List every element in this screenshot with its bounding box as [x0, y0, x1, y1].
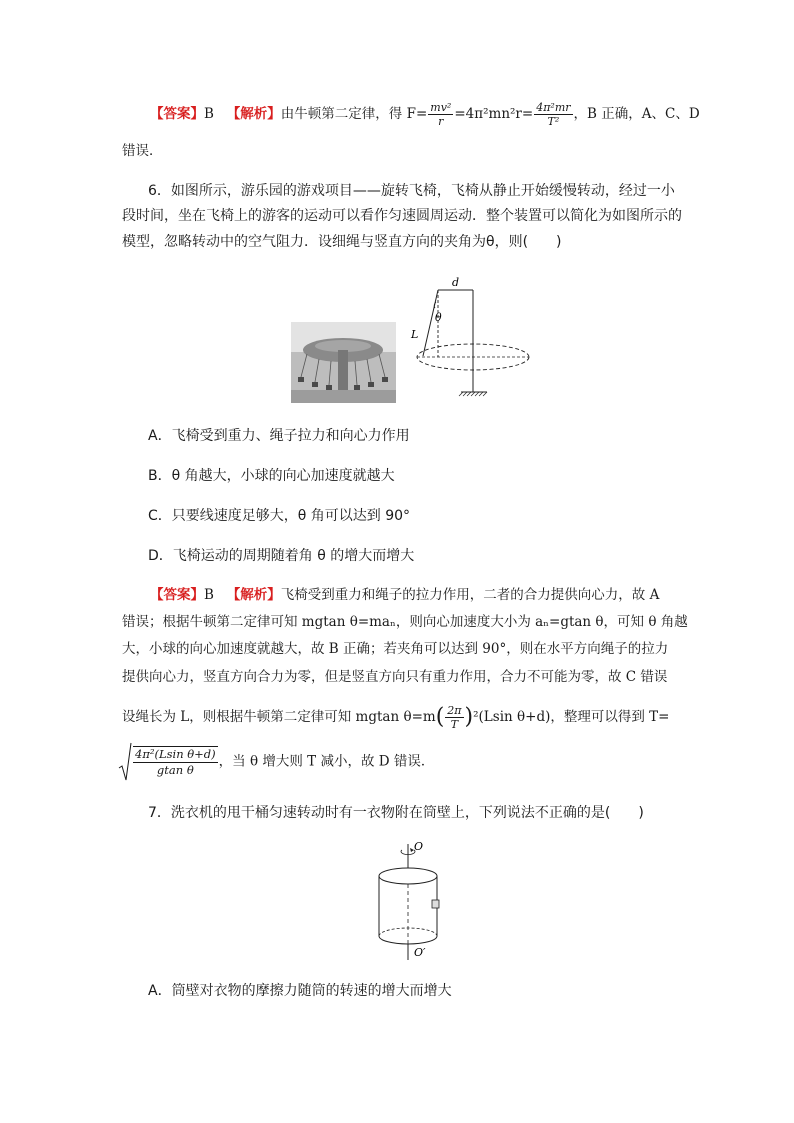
sqrt-sign [118, 742, 132, 782]
q6-answer-line2: 错误；根据牛顿第二定律可知 mgtan θ=maₙ，则向心加速度大小为 aₙ=gtan θ，可知 θ 角越 [122, 614, 688, 630]
fraction-num: 2π [447, 704, 462, 717]
label-O-prime: O′ [414, 946, 426, 959]
paren-right: ) [464, 704, 474, 730]
analysis-text-5a: 设绳长为 L，则根据牛顿第二定律可知 mgtan θ=m [122, 709, 436, 725]
swing-model-diagram [405, 272, 545, 402]
q7-stem-line1: 7．洗衣机的甩干桶匀速转动时有一衣物附在筒壁上，下列说法不正确的是( ) [148, 805, 644, 821]
q7-option-a: A．筒壁对衣物的摩擦力随筒的转速的增大而增大 [148, 983, 452, 999]
analysis-text-5b: ²(Lsin θ+d)，整理可以得到 T= [473, 709, 670, 725]
sqrt-den: gtan θ [156, 763, 194, 777]
answer-tag: 【答案】 [150, 587, 204, 603]
analysis-tag: 【解析】 [226, 106, 281, 122]
analysis-text-b: =4π²mn²r= [454, 106, 534, 122]
q6-option-b: B．θ 角越大，小球的向心加速度就越大 [148, 468, 395, 484]
analysis-text: 飞椅受到重力和绳子的拉力作用，二者的合力提供向心力，故 A [280, 587, 660, 603]
swing-ride-photo-drawing [291, 322, 396, 403]
fraction-2 [534, 101, 572, 128]
q6-answer-line5 [122, 704, 669, 731]
fraction-2-num: 4π²mr [536, 101, 571, 114]
q6-stem-line2: 段时间，坐在飞椅上的游客的运动可以看作匀速圆周运动．整个装置可以简化为如图所示的 [122, 208, 682, 224]
q5-answer-line1 [150, 101, 700, 128]
q6-answer-line6 [118, 742, 434, 782]
q6-option-a: A．飞椅受到重力、绳子拉力和向心力作用 [148, 428, 410, 444]
swing-ride-photo [291, 322, 396, 403]
answer-tag: 【答案】 [150, 106, 204, 122]
q6-answer-line1 [150, 585, 659, 605]
answer-letter: B [204, 106, 214, 122]
analysis-text-6: ，当 θ 增大则 T 减小，故 D 错误． [218, 753, 435, 770]
q5-answer-line2: 错误． [122, 143, 163, 159]
answer-letter: B [204, 587, 214, 603]
paren-left: ( [435, 704, 445, 730]
q6-answer-line4: 提供向心力，竖直方向合力为零，但是竖直方向只有重力作用，合力不可能为零，故 C 错误 [122, 669, 668, 685]
label-O: O [414, 840, 424, 853]
q6-option-d: D．飞椅运动的周期随着角 θ 的增大而增大 [148, 548, 415, 564]
q6-stem-line1: 6．如图所示，游乐园的游戏项目——旋转飞椅，飞椅从静止开始缓慢转动，经过一小 [148, 183, 675, 199]
label-d: d [452, 276, 460, 289]
label-L: L [411, 328, 419, 341]
analysis-text-c: ，B 正确，A、C、D [573, 106, 700, 122]
fraction-1-num: mv² [430, 101, 452, 114]
q6-option-c: C．只要线速度足够大，θ 角可以达到 90° [148, 508, 411, 524]
sqrt-num: 4π²(Lsin θ+d) [135, 747, 216, 761]
analysis-text-a: 由牛顿第二定律，得 F= [280, 106, 428, 122]
fraction-den: T [450, 718, 459, 731]
q6-answer-line3: 大，小球的向心加速度就越大，故 B 正确；若夹角可以达到 90°，则在水平方向绳子的拉力 [122, 641, 669, 657]
sqrt-fraction [133, 746, 218, 778]
fraction-2pi-T [445, 704, 463, 731]
analysis-tag: 【解析】 [226, 587, 281, 603]
fraction-2-den: T² [547, 115, 560, 128]
fraction-1 [428, 101, 453, 128]
fraction-1-den: r [438, 115, 444, 128]
dryer-drum-diagram [370, 836, 460, 966]
q6-stem-line3: 模型，忽略转动中的空气阻力．设细绳与竖直方向的夹角为θ，则( ) [122, 234, 562, 250]
label-theta: θ [435, 311, 442, 324]
